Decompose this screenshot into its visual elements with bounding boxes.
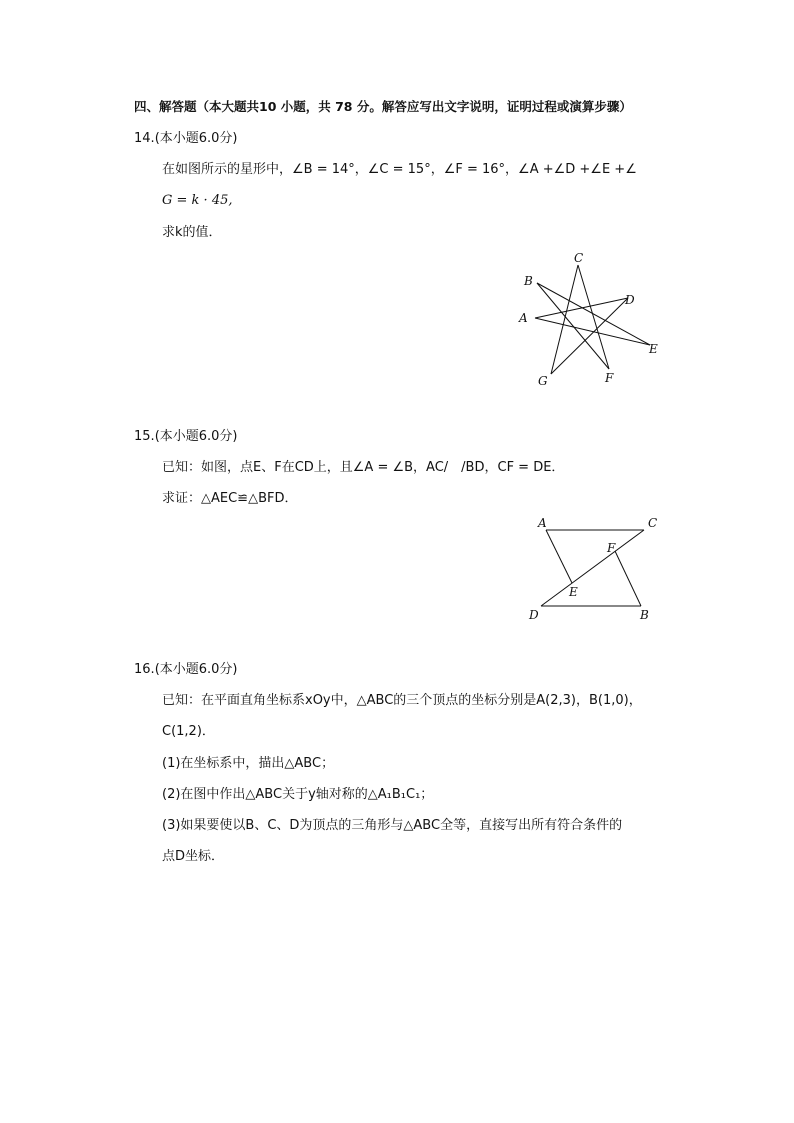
question-14-line-1: 在如图所示的星形中，∠B = 14°，∠C = 15°，∠F = 16°，∠A +∠D +∠E +∠ bbox=[162, 162, 637, 177]
segment-ae bbox=[546, 530, 572, 583]
question-number: 15. bbox=[134, 429, 155, 444]
question-15-line-2: 求证：△AEC≌△BFD． bbox=[162, 491, 298, 506]
question-16-line-3: (1)在坐标系中，描出△ABC； bbox=[162, 756, 335, 771]
question-14-line-3: 求k的值． bbox=[162, 225, 222, 240]
vertex-label-e: E bbox=[569, 585, 578, 599]
star-edge bbox=[535, 318, 650, 345]
question-15-line-1: 已知：如图，点E、F在CD上，且∠A = ∠B，AC/ /BD，CF = DE． bbox=[162, 460, 565, 475]
star-edge bbox=[535, 298, 628, 318]
vertex-label-g: G bbox=[538, 374, 548, 388]
question-number: 16. bbox=[134, 662, 155, 677]
vertex-label-e: E bbox=[649, 342, 658, 356]
question-14-line-2: G = k · 45, bbox=[162, 193, 233, 208]
vertex-label-d: D bbox=[529, 608, 539, 622]
star-edge bbox=[551, 265, 578, 374]
question-16-line-1: 已知：在平面直角坐标系xOy中，△ABC的三个顶点的坐标分别是A(2,3)，B(1,0)， bbox=[162, 693, 642, 708]
question-15-heading bbox=[134, 428, 238, 446]
question-score: (本小题6.0分) bbox=[154, 662, 238, 677]
vertex-label-f: F bbox=[607, 541, 616, 555]
vertex-label-c: C bbox=[648, 516, 658, 530]
question-16-line-4: (2)在图中作出△ABC关于y轴对称的△A₁B₁C₁； bbox=[162, 787, 434, 802]
vertex-label-f: F bbox=[605, 371, 614, 385]
vertex-label-b: B bbox=[524, 274, 533, 288]
vertex-label-a: A bbox=[538, 516, 547, 530]
vertex-label-c: C bbox=[574, 251, 584, 265]
vertex-label-a: A bbox=[519, 311, 528, 325]
question-score: (本小题6.0分) bbox=[154, 131, 238, 146]
star-edge bbox=[551, 298, 628, 374]
question-number: 14. bbox=[134, 131, 155, 146]
segment-dc bbox=[541, 530, 644, 606]
segment-fb bbox=[615, 551, 641, 606]
vertex-label-b: B bbox=[640, 608, 649, 622]
question-16-line-2: C(1,2)． bbox=[162, 724, 215, 739]
question-16-line-6: 点D坐标． bbox=[162, 849, 225, 864]
star-edge bbox=[578, 265, 609, 369]
section-header: 四、解答题（本大题共10 小题，共 78 分。解答应写出文字说明，证明过程或演算步骤） bbox=[134, 99, 632, 114]
vertex-label-d: D bbox=[625, 293, 635, 307]
question-score: (本小题6.0分) bbox=[154, 429, 238, 444]
star-edge bbox=[537, 283, 609, 369]
question-16-line-5: (3)如果要使以B、C、D为顶点的三角形与△ABC全等，直接写出所有符合条件的 bbox=[162, 818, 623, 833]
question-16-heading bbox=[134, 661, 238, 679]
